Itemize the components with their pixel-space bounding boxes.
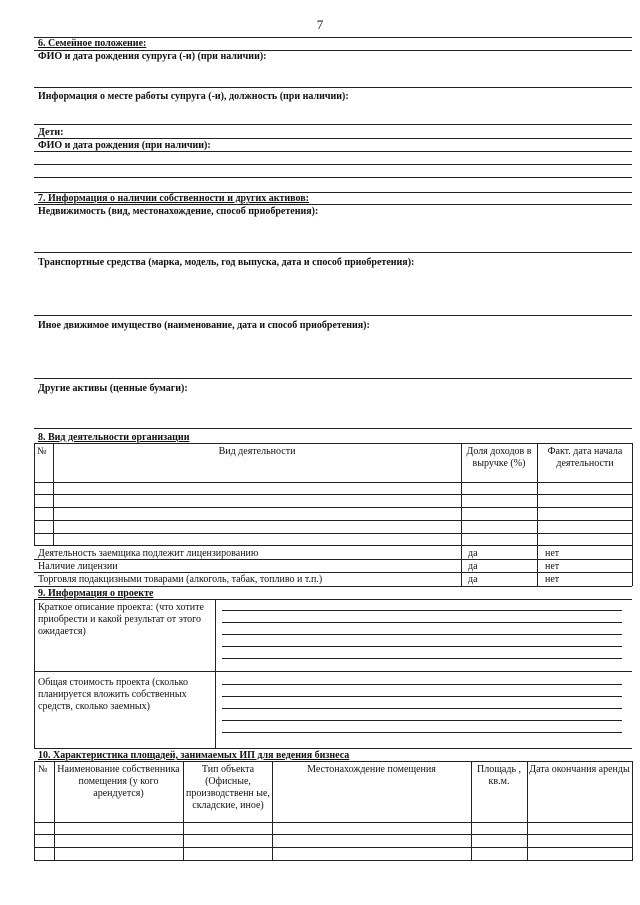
realty-label: Недвижимость (вид, местонахождение, способ приобретения): <box>38 206 319 217</box>
project-description-line[interactable] <box>222 622 622 623</box>
s8-col-date: Факт. дата начала деятельности <box>547 446 623 469</box>
divider <box>34 164 632 165</box>
s10-col-area: Площадь , кв.м. <box>477 764 521 787</box>
table-row <box>34 559 632 560</box>
table-border <box>54 761 55 861</box>
table-border <box>632 761 633 861</box>
s10-col-location: Местонахождение помещения <box>307 764 436 775</box>
project-description-line[interactable] <box>222 610 622 611</box>
table-row <box>34 860 632 861</box>
table-row <box>34 572 632 573</box>
section-7-title: 7. Информация о наличии собственности и других активов: <box>38 193 309 204</box>
table-row <box>34 482 632 483</box>
divider <box>34 443 632 444</box>
table-border <box>527 761 528 861</box>
divider <box>34 586 632 587</box>
table-border <box>215 599 216 749</box>
divider <box>34 599 632 600</box>
table-row <box>34 507 632 508</box>
divider <box>34 428 632 429</box>
divider <box>34 252 632 253</box>
table-row <box>34 847 632 848</box>
table-border <box>537 443 538 586</box>
table-row <box>34 494 632 495</box>
divider <box>34 748 632 749</box>
excise-no[interactable]: нет <box>545 574 560 585</box>
table-border <box>34 761 35 861</box>
divider <box>34 761 632 762</box>
project-cost-label: Общая стоимость проекта (сколько планируется вложить собственных средств, сколько заемных) <box>38 677 188 712</box>
project-cost-line[interactable] <box>222 684 622 685</box>
table-row <box>34 834 632 835</box>
vehicles-label: Транспортные средства (марка, модель, год выпуска, дата и способ приобретения): <box>38 257 415 268</box>
movable-label: Иное движимое имущество (наименование, дата и способ приобретения): <box>38 320 370 331</box>
section-10-title: 10. Характеристика площадей, занимаемых ИП для ведения бизнеса <box>38 750 350 761</box>
page-number: 7 <box>316 17 324 32</box>
children-fio-label: ФИО и дата рождения (при наличии): <box>38 140 211 151</box>
s10-col-lease-end: Дата окончания аренды <box>529 764 630 775</box>
license-no[interactable]: нет <box>545 561 560 572</box>
project-description-line[interactable] <box>222 646 622 647</box>
s8-col-no: № <box>37 446 47 457</box>
table-border <box>272 761 273 861</box>
s8-col-activity: Вид деятельности <box>218 446 296 457</box>
spouse-fio-label: ФИО и дата рождения супруга (-и) (при наличии): <box>38 51 267 62</box>
other-assets-label: Другие активы (ценные бумаги): <box>38 383 188 394</box>
divider <box>34 315 632 316</box>
spouse-work-label: Информация о месте работы супруга (-и), должность (при наличии): <box>38 91 349 102</box>
section-6-title: 6. Семейное положение: <box>38 38 147 49</box>
project-cost-line[interactable] <box>222 732 622 733</box>
section-8-title: 8. Вид деятельности организации <box>38 432 190 443</box>
excise-question: Торговля подакцизными товарами (алкоголь, табак, топливо и т.п.) <box>38 574 323 585</box>
s8-col-share: Доля доходов в выручке (%) <box>466 446 532 469</box>
divider <box>34 124 632 125</box>
license-question: Наличие лицензии <box>38 561 118 572</box>
divider <box>34 177 632 178</box>
project-description-line[interactable] <box>222 634 622 635</box>
children-label: Дети: <box>38 127 64 138</box>
licensing-no[interactable]: нет <box>545 548 560 559</box>
project-description-label: Краткое описание проекта: (что хотите приобрести и какой результат от этого ожидается) <box>38 602 204 637</box>
project-cost-line[interactable] <box>222 708 622 709</box>
license-yes[interactable]: да <box>468 561 478 572</box>
s10-col-owner: Наименование собственника помещения (у кого арендуется) <box>57 764 180 799</box>
table-border <box>34 599 35 749</box>
table-border <box>471 761 472 861</box>
divider <box>34 204 632 205</box>
divider <box>34 671 632 672</box>
s10-col-no: № <box>38 764 48 775</box>
table-border <box>183 761 184 861</box>
divider <box>34 138 632 139</box>
section-9-title: 9. Информация о проекте <box>38 588 154 599</box>
excise-yes[interactable]: да <box>468 574 478 585</box>
divider <box>34 87 632 88</box>
project-description-line[interactable] <box>222 658 622 659</box>
table-row <box>34 520 632 521</box>
table-border <box>461 443 462 586</box>
s10-col-type: Тип объекта (Офисные, производственн ые, складские, иное) <box>186 764 270 811</box>
table-border <box>632 443 633 586</box>
project-cost-line[interactable] <box>222 696 622 697</box>
table-row <box>34 545 632 546</box>
divider <box>34 378 632 379</box>
table-row <box>34 533 632 534</box>
licensing-yes[interactable]: да <box>468 548 478 559</box>
table-row <box>34 822 632 823</box>
project-cost-line[interactable] <box>222 720 622 721</box>
licensing-question: Деятельность заемщика подлежит лицензированию <box>38 548 259 559</box>
divider <box>34 151 632 152</box>
